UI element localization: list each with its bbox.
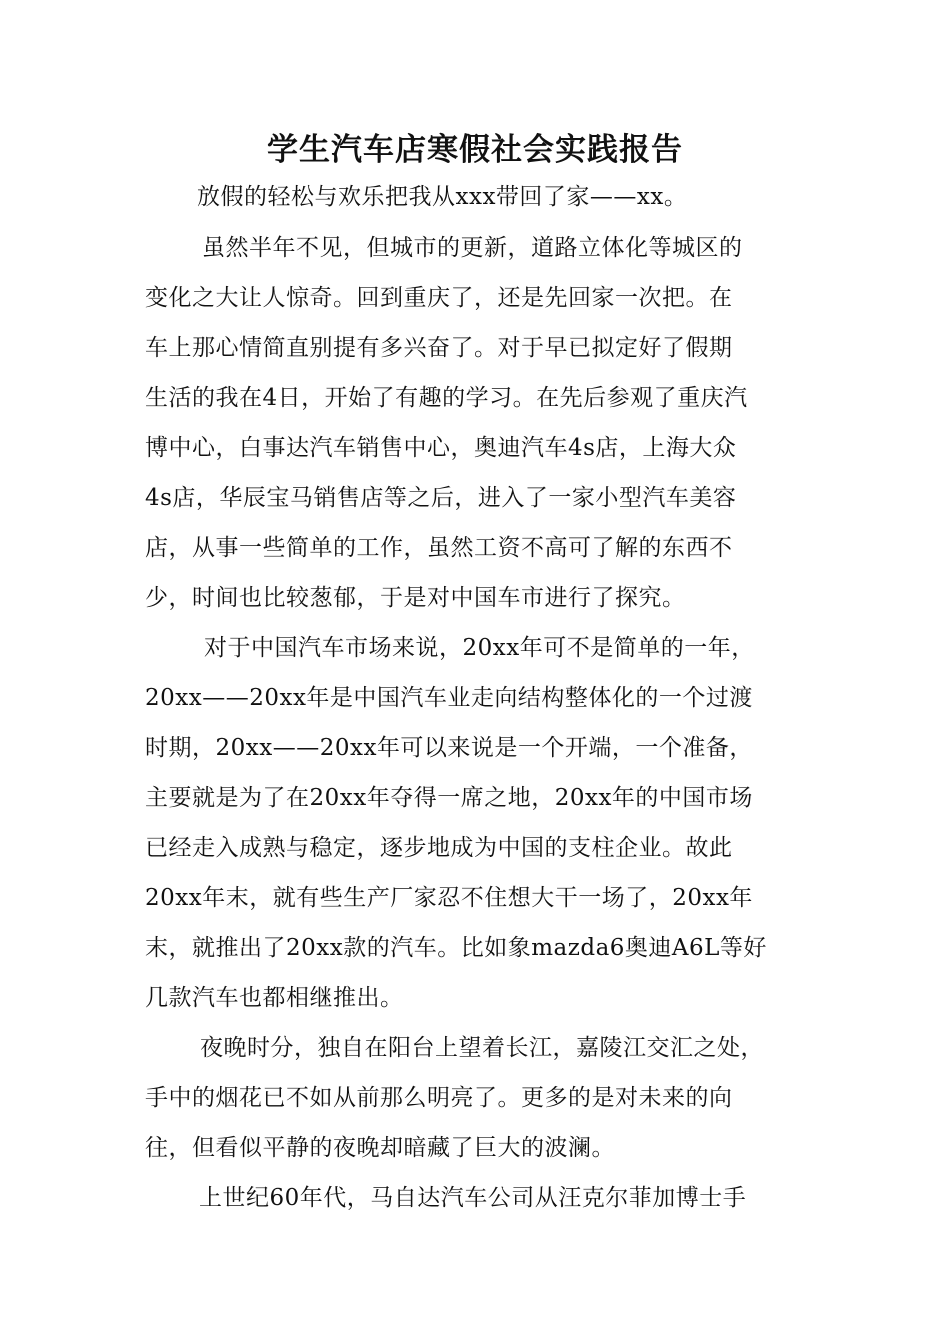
- paragraph-line: 手中的烟花已不如从前那么明亮了。更多的是对未来的向: [145, 1085, 733, 1111]
- paragraph-line: 20xx年末，就有些生产厂家忍不住想大干一场了，20xx年: [145, 885, 753, 911]
- paragraph-line: 夜晚时分，独自在阳台上望着长江，嘉陵江交汇之处，: [200, 1035, 764, 1061]
- paragraph-line: 4s店，华辰宝马销售店等之后，进入了一家小型汽车美容: [145, 485, 737, 511]
- paragraph-line: 主要就是为了在20xx年夺得一席之地，20xx年的中国市场: [145, 785, 753, 811]
- paragraph-line: 变化之大让人惊奇。回到重庆了，还是先回家一次把。在: [145, 285, 733, 311]
- paragraph-line: 对于中国汽车市场来说，20xx年可不是简单的一年，: [204, 635, 755, 661]
- paragraph-line: 20xx——20xx年是中国汽车业走向结构整体化的一个过渡: [145, 685, 753, 711]
- paragraph-line: 车上那心情简直别提有多兴奋了。对于早已拟定好了假期: [145, 335, 733, 361]
- paragraph-line: 几款汽车也都相继推出。: [145, 985, 404, 1011]
- paragraph-line: 生活的我在4日，开始了有趣的学习。在先后参观了重庆汽: [145, 385, 748, 411]
- paragraph-line: 上世纪60年代，马自达汽车公司从汪克尔菲加博士手: [199, 1185, 747, 1211]
- paragraph-line: 少，时间也比较葱郁，于是对中国车市进行了探究。: [145, 585, 686, 611]
- paragraph-line: 往，但看似平静的夜晚却暗藏了巨大的波澜。: [145, 1135, 615, 1161]
- paragraph-line: 放假的轻松与欢乐把我从xxx带回了家——xx。: [197, 184, 688, 210]
- document-title: 学生汽车店寒假社会实践报告: [267, 132, 683, 168]
- paragraph-line: 时期，20xx——20xx年可以来说是一个开端，一个准备，: [145, 735, 753, 761]
- paragraph-line: 已经走入成熟与稳定，逐步地成为中国的支柱企业。故此: [145, 835, 733, 861]
- paragraph-line: 虽然半年不见，但城市的更新，道路立体化等城区的: [202, 235, 743, 261]
- paragraph-line: 末，就推出了20xx款的汽车。比如象mazda6奥迪A6L等好: [145, 935, 767, 961]
- paragraph-line: 博中心，白事达汽车销售中心，奥迪汽车4s店，上海大众: [145, 435, 737, 461]
- paragraph-line: 店，从事一些简单的工作，虽然工资不高可了解的东西不: [145, 535, 733, 561]
